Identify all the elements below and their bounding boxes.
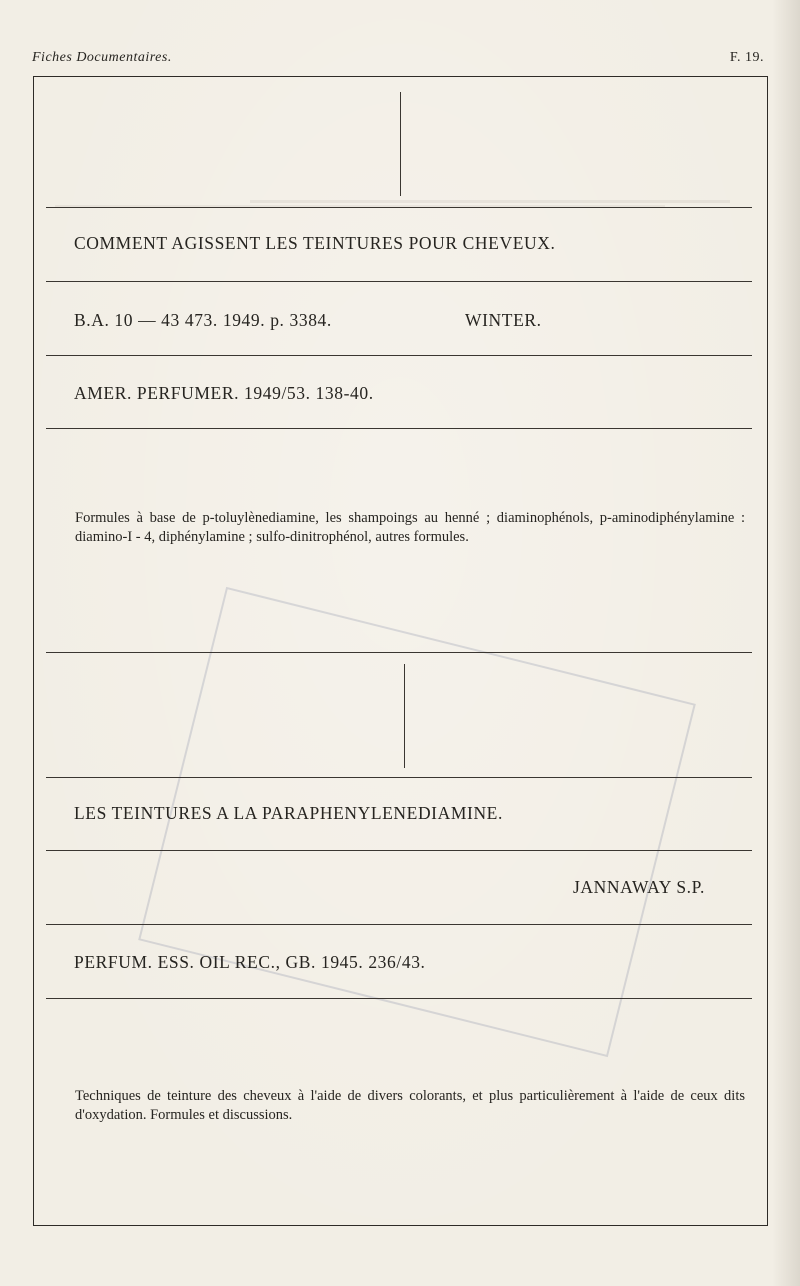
divider-4 — [46, 428, 752, 429]
divider-7 — [46, 850, 752, 851]
divider-vertical-2 — [404, 664, 405, 768]
entry2-title: LES TEINTURES A LA PARAPHENYLENEDIAMINE. — [74, 803, 503, 823]
entry2-author: JANNAWAY S.P. — [573, 877, 706, 897]
page-edge-shadow — [772, 0, 800, 1286]
header-title: Fiches Documentaires. — [32, 50, 172, 65]
entry1-title: COMMENT AGISSENT LES TEINTURES POUR CHEVEUX. — [74, 233, 556, 253]
divider-2 — [46, 281, 752, 282]
page-number: F. 19. — [729, 50, 764, 65]
divider-3 — [46, 355, 752, 356]
entry1-author: WINTER. — [465, 310, 542, 330]
entry2-summary: Techniques de teinture des cheveux à l'aide de divers colorants, et plus particulièrement à l'aide de ceux dits d'oxydation. Formules et discussions. — [75, 1088, 745, 1123]
entry1-reference: B.A. 10 — 43 473. 1949. p. 3384. — [74, 310, 332, 330]
divider-5 — [46, 652, 752, 653]
entry1-source: AMER. PERFUMER. 1949/53. 138-40. — [74, 383, 374, 403]
divider-8 — [46, 924, 752, 925]
divider-6 — [46, 777, 752, 778]
entry1-summary: Formules à base de p-toluylènediamine, les shampoings au henné ; diaminophénols, p-aminodiphénylamine : diamino-I - 4, diphénylamine ; sulfo-dinitrophénol, autres formules. — [75, 510, 745, 545]
entry2-source: PERFUM. ESS. OIL REC., GB. 1945. 236/43. — [74, 952, 426, 972]
divider-1 — [46, 207, 752, 208]
divider-9 — [46, 998, 752, 999]
divider-vertical-1 — [400, 92, 401, 196]
